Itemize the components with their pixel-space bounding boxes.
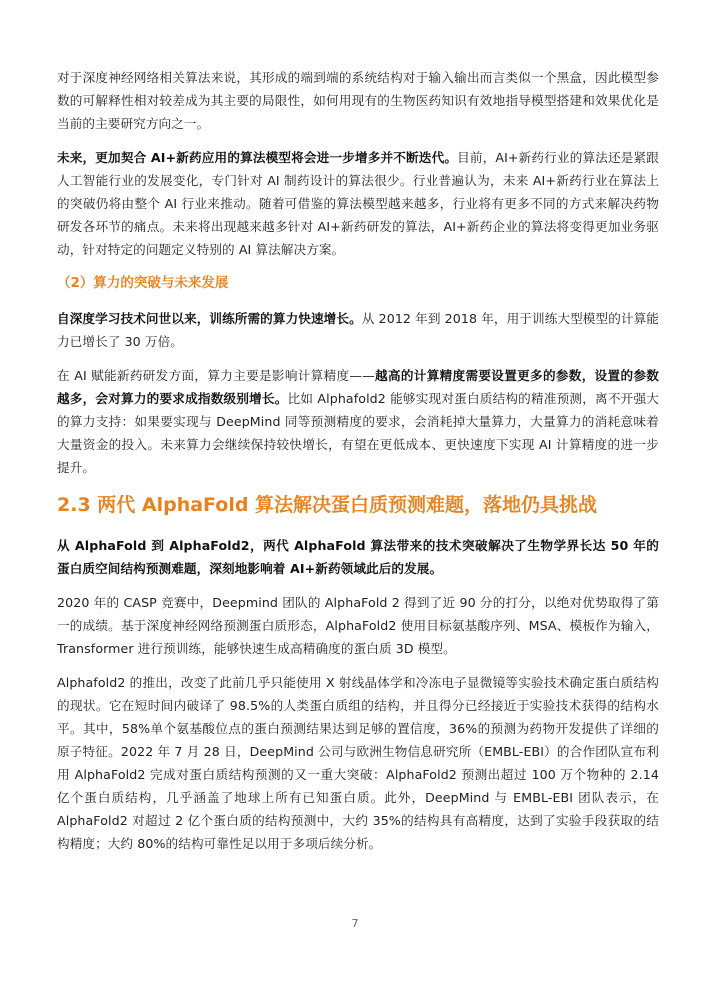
paragraph-alphafold2-impact [57, 671, 659, 855]
page-body [57, 66, 659, 866]
paragraph-inline-bold: 越高的计算精度需要设置更多的参数，设置的参数越多，会对算力的要求成指数级别增长。 [57, 368, 659, 406]
paragraph-text: 2020 年的 CASP 竞赛中，Deepmind 团队的 AlphaFold 2 得到了近 90 分的打分，以绝对优势取得了第一的成绩。基于深度神经网络预测蛋白质形态，AlphaFold2 使用目标氨基酸序列、MSA、模板作为输入，Transformer 进行预训练，能够快速生成高精确度的蛋白质 3D 模型。 [57, 595, 659, 656]
paragraph-text: 在 AI 赋能新药研发方面，算力主要是影响计算精度—— [57, 368, 375, 383]
paragraph-lead-bold: 未来，更加契合 AI+新药应用的算法模型将会进一步增多并不断迭代。 [57, 150, 458, 165]
paragraph-compute-precision [57, 364, 659, 479]
page-number: 7 [351, 917, 359, 930]
paragraph-future-algorithms [57, 146, 659, 261]
paragraph-algorithm-interpretability [57, 66, 659, 135]
subsection-heading: （2）算力的突破与未来发展 [57, 275, 229, 291]
paragraph-lead-bold: 自深度学习技术问世以来，训练所需的算力快速增长。 [57, 311, 362, 326]
paragraph-casp-result [57, 591, 659, 660]
paragraph-text: 从 2012 年到 2018 年，用于训练大型模型的计算能力已增长了 30 万倍。 [57, 311, 659, 349]
paragraph-text: 目前，AI+新药行业的算法还是紧跟人工智能行业的发展变化，专门针对 AI 制药设计的算法很少。行业普遍认为，未来 AI+新药行业在算法上的突破仍将由整个 AI 行业来推动。随着可借鉴的算法模型越来越多，行业将有更多不同的方式来解决药物研发各环节的痛点。未来将出现越来越多针对 AI+新药研发的算法，AI+新药企业的算法将变得更加业务驱动，针对特定的问题定义特别的 AI 算法解决方案。 [57, 150, 659, 257]
paragraph-text: Alphafold2 的推出，改变了此前几乎只能使用 X 射线晶体学和冷冻电子显微镜等实验技术确定蛋白质结构的现状。它在短时间内破译了 98.5%的人类蛋白质组的结构，并且得分已经接近于实验技术获得的结构水平。其中，58%单个氨基酸位点的蛋白预测结果达到足够的置信度，36%的预测为药物开发提供了详细的原子特征。2022 年 7 月 28 日，DeepMind 公司与欧洲生物信息研究所（EMBL-EBI）的合作团队宣布利用 AlphaFold2 完成对蛋白质结构预测的又一重大突破：AlphaFold2 预测出超过 100 万个物种的 2.14 亿个蛋白质结构，几乎涵盖了地球上所有已知蛋白质。此外，DeepMind 与 EMBL-EBI 团队表示，在 AlphaFold2 对超过 2 亿个蛋白质的结构预测中，大约 35%的结构具有高精度，达到了实验手段获取的结构精度；大约 80%的结构可靠性足以用于多项后续分析。 [57, 675, 659, 851]
section-heading: 2.3 两代 AlphaFold 算法解决蛋白质预测难题，落地仍具挑战 [57, 494, 598, 516]
paragraph-lead-bold: 从 AlphaFold 到 AlphaFold2，两代 AlphaFold 算法带来的技术突破解决了生物学界长达 50 年的蛋白质空间结构预测难题，深刻地影响着 AI+新药领域此后的发展。 [57, 538, 659, 576]
paragraph-text: 对于深度神经网络相关算法来说，其形成的端到端的系统结构对于输入输出而言类似一个黑盒，因此模型参数的可解释性相对较差成为其主要的局限性，如何用现有的生物医药知识有效地指导模型搭建和效果优化是当前的主要研究方向之一。 [57, 70, 659, 131]
paragraph-text: 比如 Alphafold2 能够实现对蛋白质结构的精准预测，离不开强大的算力支持：如果要实现与 DeepMind 同等预测精度的要求，会消耗掉大量算力，大量算力的消耗意味着大量资金的投入。未来算力会继续保持较快增长，有望在更低成本、更快速度下实现 AI 计算精度的进一步提升。 [57, 391, 659, 475]
paragraph-compute-growth [57, 307, 659, 353]
paragraph-alphafold-summary [57, 534, 659, 580]
